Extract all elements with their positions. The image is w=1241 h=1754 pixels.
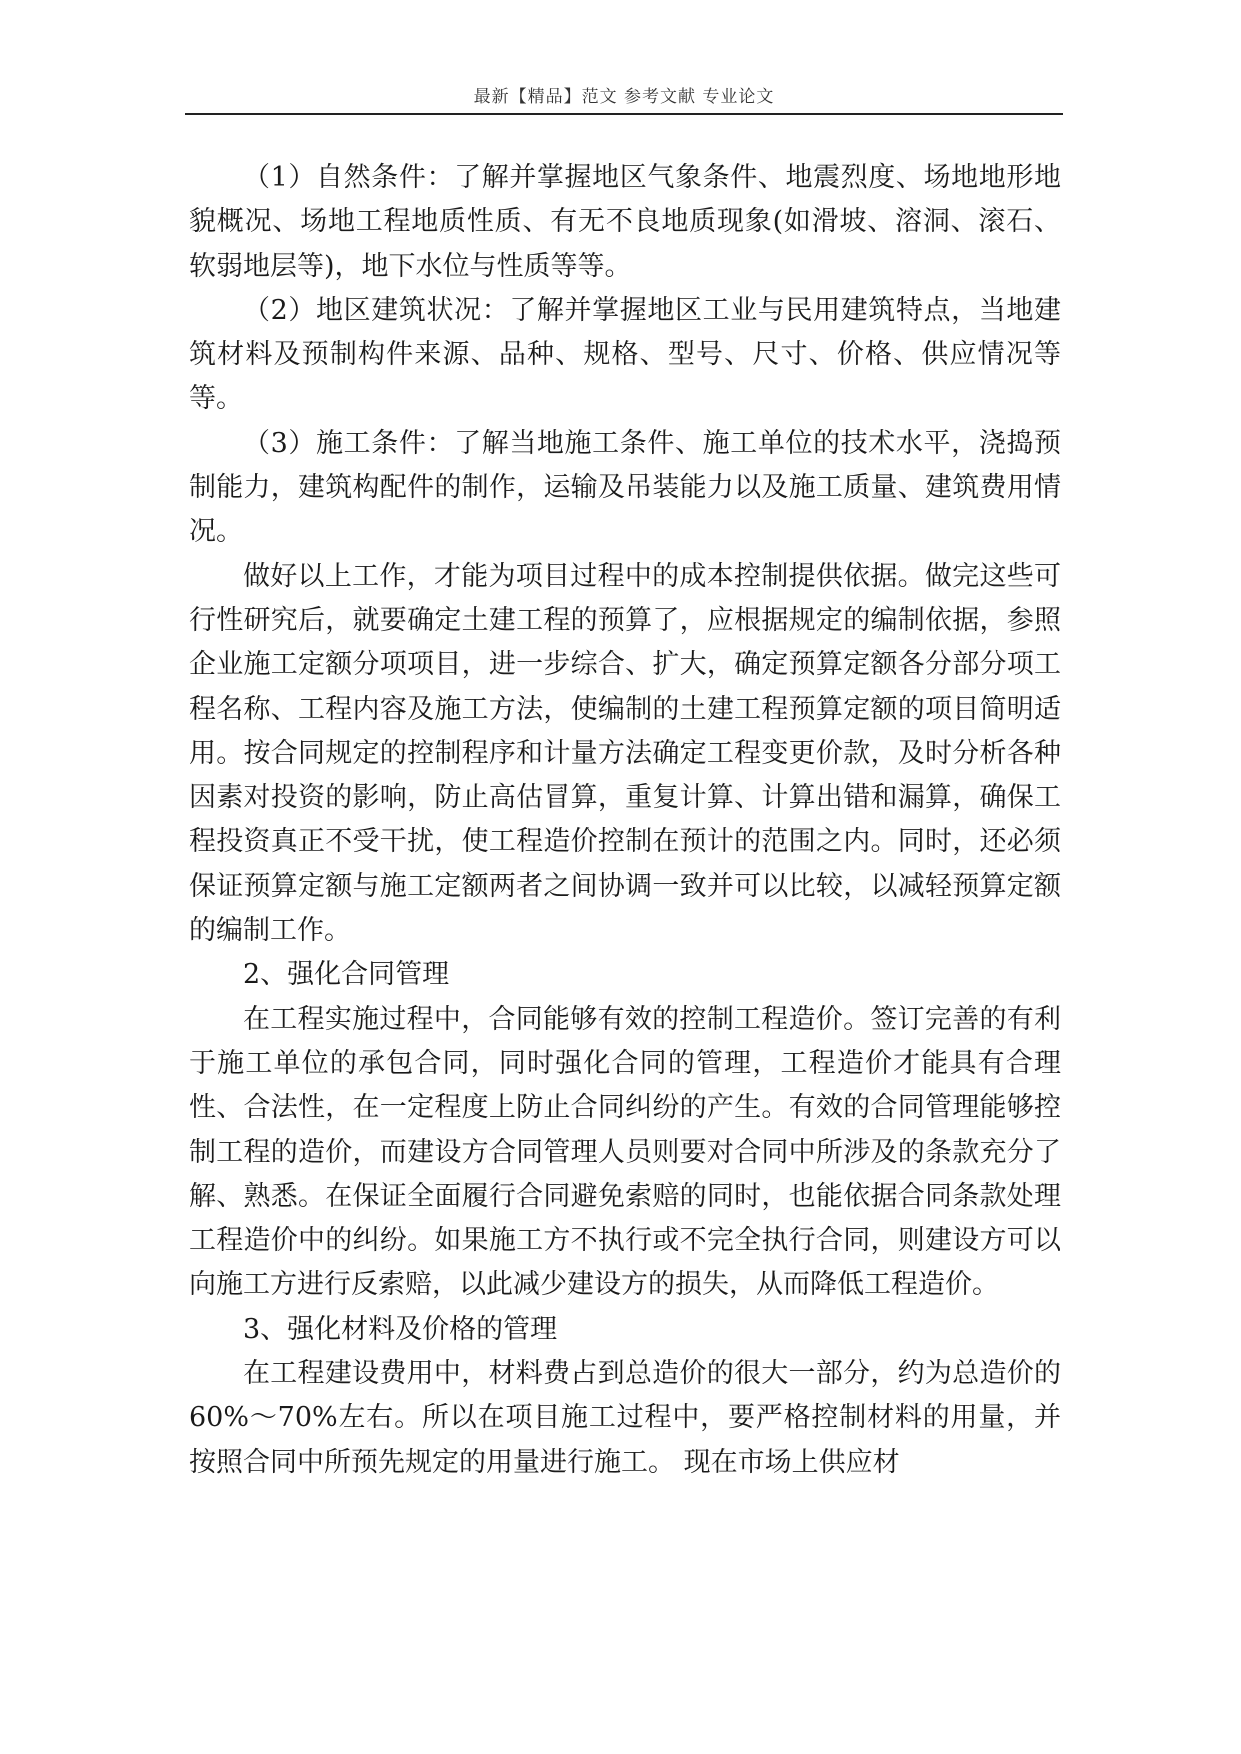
paragraph-materials: 在工程建设费用中，材料费占到总造价的很大一部分，约为总造价的 60%～70%左右。所以在项目施工过程中，要严格控制材料的用量，并按照合同中所预先规定的用量进行施工。 现在市场上供应材 xyxy=(189,1358,1061,1478)
paragraph-natural-conditions: （1）自然条件：了解并掌握地区气象条件、地震烈度、场地地形地貌概况、场地工程地质性质、有无不良地质现象(如滑坡、溶洞、滚石、软弱地层等)，地下水位与性质等等。 xyxy=(189,162,1061,282)
section-heading-materials: 3、强化材料及价格的管理 xyxy=(243,1313,558,1345)
paragraph-regional-buildings: （2）地区建筑状况：了解并掌握地区工业与民用建筑特点，当地建筑材料及预制构件来源、品种、规格、型号、尺寸、价格、供应情况等等。 xyxy=(189,294,1061,415)
paragraph-budget-basis: 做好以上工作，才能为项目过程中的成本控制提供依据。做完这些可行性研究后，就要确定土建工程的预算了，应根据规定的编制依据，参照企业施工定额分项项目，进一步综合、扩大，确定预算定额各分部分项工程名称、工程内容及施工方法，使编制的土建工程预算定额的项目简明适用。按合同规定的控制程序和计量方法确定工程变更价款，及时分析各种因素对投资的影响，防止高估冒算，重复计算、计算出错和漏算，确保工程投资真正不受干扰，使工程造价控制在预计的范围之内。同时，还必须保证预算定额与施工定额两者之间协调一致并可以比较，以减轻预算定额的编制工作。 xyxy=(189,560,1061,947)
paragraph-construction-conditions: （3）施工条件：了解当地施工条件、施工单位的技术水平，浇捣预制能力，建筑构配件的制作，运输及吊装能力以及施工质量、建筑费用情况。 xyxy=(189,427,1061,548)
document-body xyxy=(189,156,1061,1485)
section-heading-contract: 2、强化合同管理 xyxy=(243,959,450,991)
page-header: 最新【精品】范文 参考文献 专业论文 xyxy=(473,87,775,107)
paragraph-contract-management: 在工程实施过程中，合同能够有效的控制工程造价。签订完善的有利于施工单位的承包合同，同时强化合同的管理，工程造价才能具有合理性、合法性，在一定程度上防止合同纠纷的产生。有效的合同管理能够控制工程的造价，而建设方合同管理人员则要对合同中所涉及的条款充分了解、熟悉。在保证全面履行合同避免索赔的同时，也能依据合同条款处理工程造价中的纠纷。如果施工方不执行或不完全执行合同，则建设方可以向施工方进行反索赔，以此减少建设方的损失，从而降低工程造价。 xyxy=(189,1003,1061,1301)
header-divider xyxy=(185,113,1063,115)
